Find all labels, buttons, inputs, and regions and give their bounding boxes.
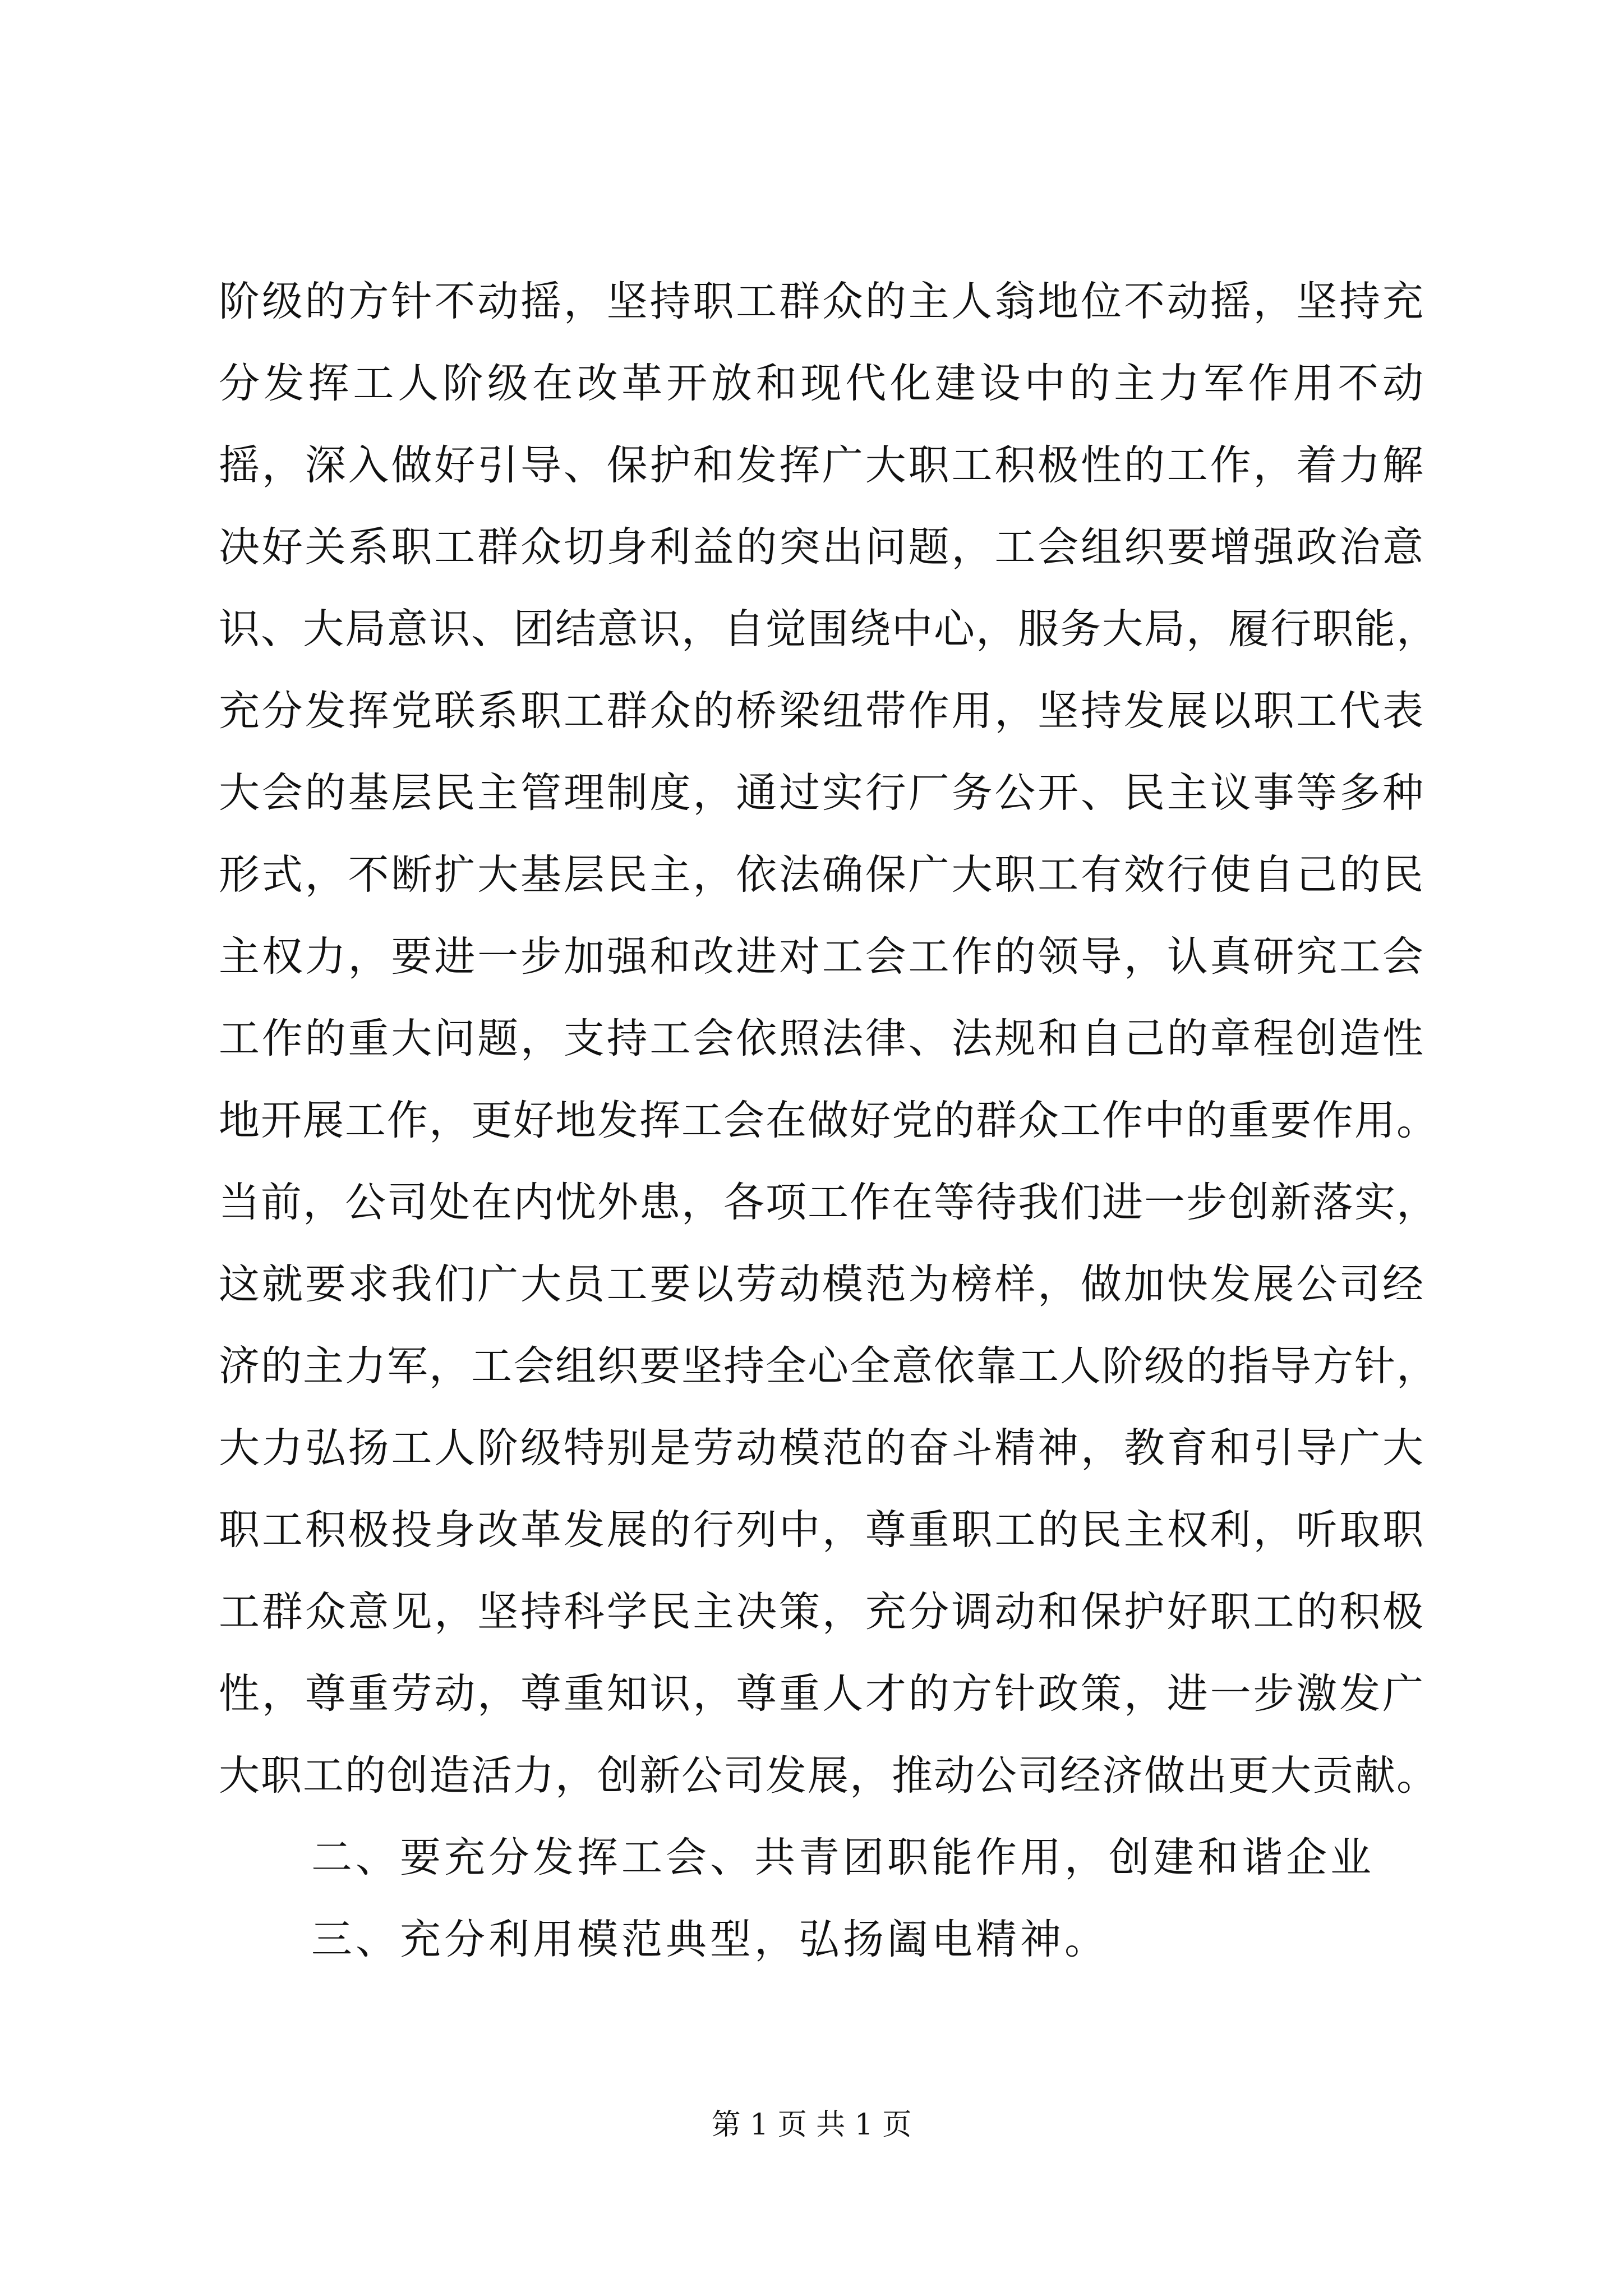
page-footer: 第 1 页 共 1 页 xyxy=(711,2108,912,2142)
document-body xyxy=(219,261,1438,1981)
paragraph-line: 地开展工作，更好地发挥工会在做好党的群众工作中的重要作用。 xyxy=(219,1097,1438,1144)
paragraph-line: 济的主力军，工会组织要坚持全心全意依靠工人阶级的指导方针， xyxy=(219,1342,1438,1390)
paragraph-line: 大会的基层民主管理制度，通过实行厂务公开、民主议事等多种 xyxy=(219,769,1424,817)
paragraph-line: 工作的重大问题，支持工会依照法律、法规和自己的章程创造性 xyxy=(219,1015,1424,1062)
paragraph-line: 大力弘扬工人阶级特别是劳动模范的奋斗精神，教育和引导广大 xyxy=(219,1424,1424,1472)
paragraph-line: 当前，公司处在内忧外患，各项工作在等待我们进一步创新落实， xyxy=(219,1179,1438,1226)
section-heading-two: 二、要充分发挥工会、共青团职能作用，创建和谐企业 xyxy=(311,1834,1375,1881)
paragraph-line: 识、大局意识、团结意识，自觉围绕中心，服务大局，履行职能， xyxy=(219,605,1438,653)
paragraph-line: 决好关系职工群众切身利益的突出问题，工会组织要增强政治意 xyxy=(219,523,1424,571)
paragraph-line: 分发挥工人阶级在改革开放和现代化建设中的主力军作用不动 xyxy=(219,360,1424,407)
paragraph-line: 这就要求我们广大员工要以劳动模范为榜样，做加快发展公司经 xyxy=(219,1260,1424,1308)
paragraph-line: 性，尊重劳动，尊重知识，尊重人才的方针政策，进一步激发广 xyxy=(219,1670,1424,1718)
paragraph-line: 阶级的方针不动摇，坚持职工群众的主人翁地位不动摇，坚持充 xyxy=(219,278,1424,325)
paragraph-line: 主权力，要进一步加强和改进对工会工作的领导，认真研究工会 xyxy=(219,933,1424,981)
paragraph-line: 摇，深入做好引导、保护和发挥广大职工积极性的工作，着力解 xyxy=(219,441,1424,489)
paragraph-line: 充分发挥党联系职工群众的桥梁纽带作用，坚持发展以职工代表 xyxy=(219,687,1424,735)
section-heading-three: 三、充分利用模范典型，弘扬阖电精神。 xyxy=(311,1916,1109,1963)
paragraph-line: 大职工的创造活力，创新公司发展，推动公司经济做出更大贡献。 xyxy=(219,1752,1438,1800)
paragraph-line: 工群众意见，坚持科学民主决策，充分调动和保护好职工的积极 xyxy=(219,1588,1424,1636)
paragraph-line: 职工积极投身改革发展的行列中，尊重职工的民主权利，听取职 xyxy=(219,1506,1424,1554)
paragraph-line: 形式，不断扩大基层民主，依法确保广大职工有效行使自己的民 xyxy=(219,851,1424,899)
